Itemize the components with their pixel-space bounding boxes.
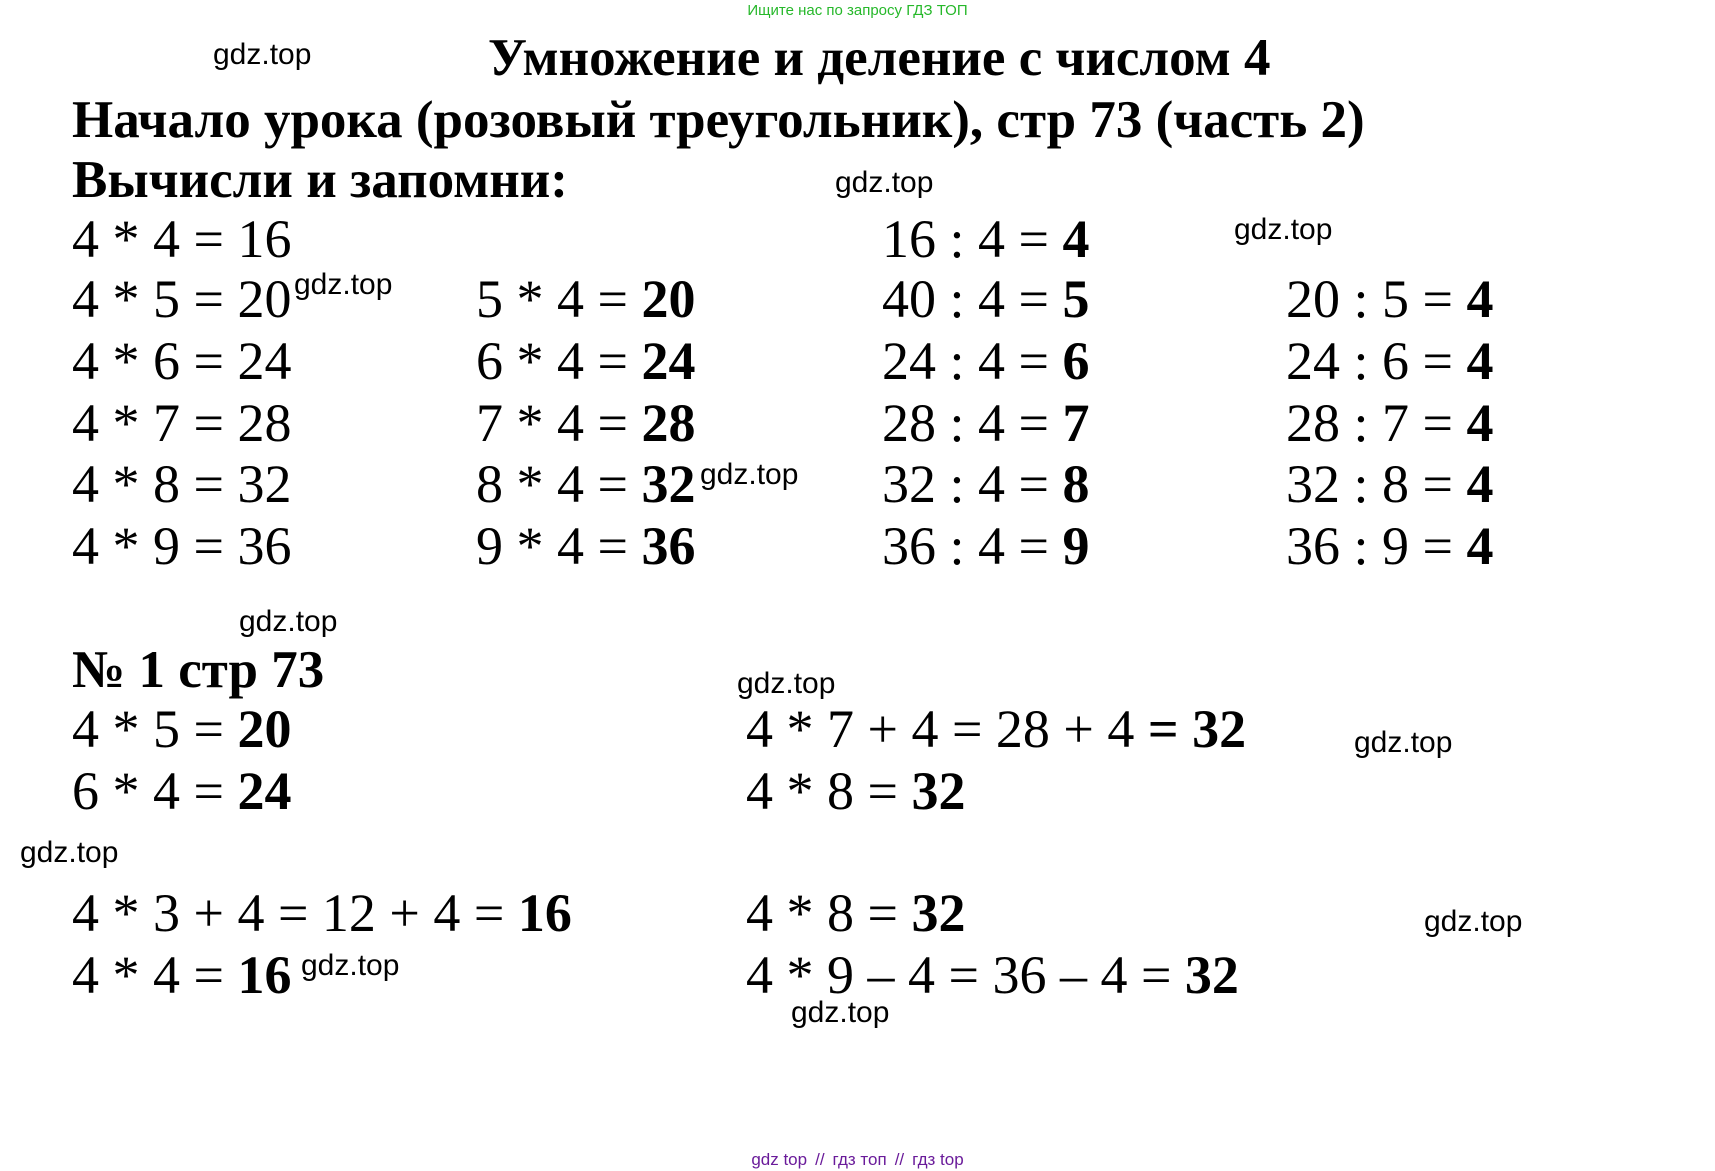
- equation-row: 40 : 4 = 5: [882, 269, 1090, 329]
- equation-row: 16 : 4 = 4: [882, 209, 1090, 269]
- watermark: gdz.top: [1234, 213, 1333, 246]
- equation-row: 36 : 4 = 9: [882, 516, 1090, 576]
- watermark: gdz.top: [239, 605, 338, 638]
- page-title: Умножение и деление с числом 4: [488, 29, 1271, 87]
- watermark: gdz.top: [700, 458, 799, 491]
- equation-row: 28 : 4 = 7: [882, 393, 1090, 453]
- watermark: gdz.top: [1424, 905, 1523, 938]
- equation-row: 24 : 4 = 6: [882, 331, 1090, 391]
- equation-row: 20 : 5 = 4: [1286, 269, 1494, 329]
- equation-row: 5 * 4 = 20: [476, 269, 696, 329]
- footer-link[interactable]: gdz top: [751, 1150, 808, 1169]
- footer-links: [0, 1150, 1715, 1170]
- watermark: gdz.top: [213, 38, 312, 71]
- watermark: gdz.top: [1354, 726, 1453, 759]
- equation-row: 9 * 4 = 36: [476, 516, 696, 576]
- footer-link[interactable]: гдз top: [912, 1150, 964, 1169]
- watermark: gdz.top: [20, 836, 119, 869]
- equation-row: 28 : 7 = 4: [1286, 393, 1494, 453]
- equation-row: 4 * 5 = 20: [72, 269, 292, 329]
- instruction-heading: Вычисли и запомни:: [72, 151, 568, 209]
- equation-row: 4 * 3 + 4 = 12 + 4 = 16: [72, 883, 572, 943]
- equation-row: 4 * 5 = 20: [72, 699, 292, 759]
- lesson-subtitle: Начало урока (розовый треугольник), стр 73 (часть 2): [72, 91, 1365, 149]
- footer-link[interactable]: гдз топ: [832, 1150, 887, 1169]
- footer-separator: //: [894, 1150, 905, 1169]
- watermark: gdz.top: [835, 166, 934, 199]
- equation-row: 32 : 8 = 4: [1286, 454, 1494, 514]
- watermark: gdz.top: [737, 667, 836, 700]
- equation-row: 4 * 8 = 32: [72, 454, 292, 514]
- equation-row: 4 * 7 + 4 = 28 + 4 = 32: [746, 699, 1247, 759]
- equation-row: 32 : 4 = 8: [882, 454, 1090, 514]
- footer-separator: //: [815, 1150, 825, 1169]
- equation-row: 4 * 9 – 4 = 36 – 4 = 32: [746, 945, 1239, 1005]
- top-banner[interactable]: Ищите нас по запросу ГДЗ ТОП: [747, 2, 968, 19]
- watermark: gdz.top: [294, 268, 393, 301]
- equation-row: 4 * 4 = 16: [72, 945, 292, 1005]
- equation-row: 6 * 4 = 24: [72, 761, 292, 821]
- equation-row: 4 * 8 = 32: [746, 883, 966, 943]
- equation-row: 4 * 6 = 24: [72, 331, 292, 391]
- equation-row: 24 : 6 = 4: [1286, 331, 1494, 391]
- equation-row: 4 * 8 = 32: [746, 761, 966, 821]
- equation-row: 36 : 9 = 4: [1286, 516, 1494, 576]
- equation-row: 4 * 9 = 36: [72, 516, 292, 576]
- watermark: gdz.top: [791, 996, 890, 1029]
- equation-row: 7 * 4 = 28: [476, 393, 696, 453]
- task-heading: № 1 стр 73: [72, 641, 325, 699]
- equation-row: 6 * 4 = 24: [476, 331, 696, 391]
- equation-row: 4 * 7 = 28: [72, 393, 292, 453]
- equation-row: 8 * 4 = 32: [476, 454, 696, 514]
- equation-row: 4 * 4 = 16: [72, 209, 292, 269]
- watermark: gdz.top: [301, 949, 400, 982]
